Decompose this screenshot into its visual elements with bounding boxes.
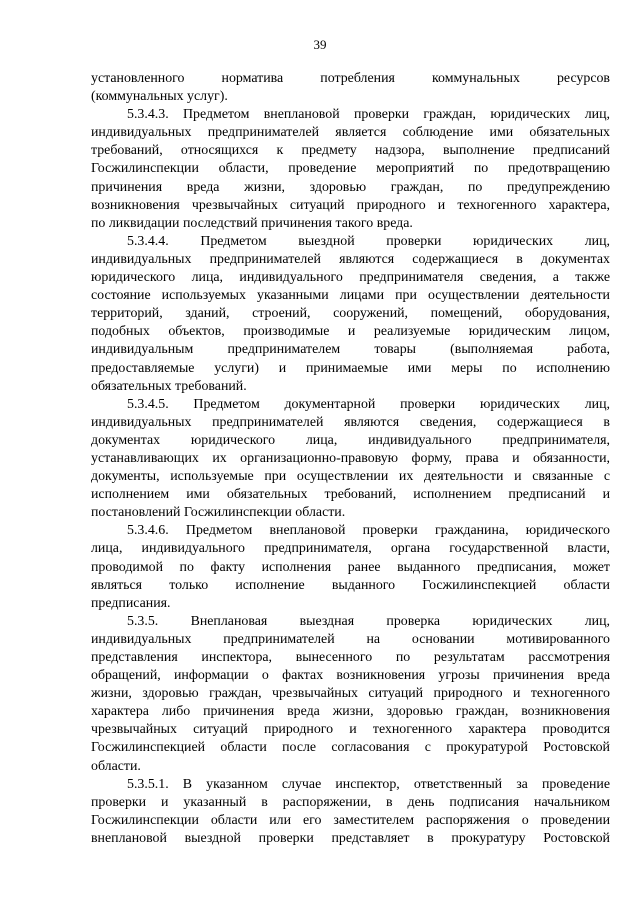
text-line: документы, используемые при осуществлении их деятельности и связанные с <box>91 469 610 485</box>
text-line: по ликвидации последствий причинения такого вреда. <box>91 215 413 231</box>
text-line: обращений, информации о фактах возникновения угрозы причинения вреда <box>91 668 610 684</box>
text-line: Госжилинспекции области или его заместителем распоряжения о проведении <box>91 812 610 828</box>
text-line: представления инспектора, вынесенного по результатам рассмотрения <box>91 650 610 665</box>
text-line: жизни, здоровью граждан, чрезвычайных ситуаций природного и техногенного <box>91 686 610 702</box>
text-line: 5.3.4.5. Предметом документарной проверки юридических лиц, <box>127 396 610 412</box>
text-line: 5.3.4.3. Предметом внеплановой проверки граждан, юридических лиц, <box>127 107 610 123</box>
text-line: лица, индивидуального предпринимателя, органа государственной власти, <box>91 541 610 557</box>
text-line: требований, относящихся к предмету надзора, выполнение предписаний <box>91 143 610 159</box>
text-line: области. <box>91 758 141 774</box>
text-line: постановлений Госжилинспекции области. <box>91 505 346 521</box>
text-line: документах юридического лица, индивидуального предпринимателя, <box>91 432 610 448</box>
text-line: индивидуальных предпринимателей является соблюдение ими обязательных <box>91 125 610 141</box>
text-line: (коммунальных услуг). <box>91 89 228 105</box>
text-line: подобных объектов, производимые и реализуемые юридическим лицом, <box>91 324 610 340</box>
text-line: характера либо причинения вреда жизни, здоровью граждан, возникновения <box>91 704 610 720</box>
text-line: являться только исполнение выданного Госжилинспекцией области <box>91 577 610 593</box>
text-line: предписания. <box>91 595 171 611</box>
document-body <box>91 70 610 848</box>
text-line: 5.3.5.1. В указанном случае инспектор, ответственный за проведение <box>127 776 610 792</box>
text-line: проверки и указанный в распоряжении, в день подписания начальником <box>91 794 610 810</box>
text-line: юридического лица, индивидуального предпринимателя сведения, а также <box>91 270 610 286</box>
text-line: Госжилинспекции области, проведение мероприятий по предотвращению <box>91 161 610 177</box>
text-line: устанавливающих их организационно-правовую форму, права и обязанности, <box>91 450 610 466</box>
text-line: установленного норматива потребления коммунальных ресурсов <box>91 71 610 86</box>
text-line: территорий, зданий, строений, сооружений, помещений, оборудования, <box>91 306 610 322</box>
text-line: исполнением ими обязательных требований, исполнением предписаний и <box>91 487 610 503</box>
text-line: причинения вреда жизни, здоровью граждан, по предупреждению <box>91 179 610 195</box>
text-line: внеплановой выездной проверки представляет в прокуратуру Ростовской <box>91 830 610 846</box>
text-line: индивидуальных предпринимателей являются содержащиеся в документах <box>91 251 610 267</box>
text-line: проводимой по факту исполнения ранее выданного предписания, может <box>91 559 610 575</box>
text-line: 5.3.5. Внеплановая выездная проверка юридических лиц, <box>127 613 610 629</box>
text-line: возникновения чрезвычайных ситуаций природного и техногенного характера, <box>91 197 610 213</box>
text-line: обязательных требований. <box>91 378 247 394</box>
text-line: 5.3.4.6. Предметом внеплановой проверки гражданина, юридического <box>127 523 610 539</box>
text-line: чрезвычайных ситуаций природного и техногенного характера проводится <box>91 722 610 738</box>
text-line: индивидуальных предпринимателей на основании мотивированного <box>91 631 610 647</box>
text-line: индивидуальных предпринимателей являются сведения, содержащиеся в <box>91 414 610 430</box>
text-line: Госжилинспекцией области после согласования с прокуратурой Ростовской <box>91 740 610 756</box>
text-line: предоставляемые услуги) и принимаемые ими меры по исполнению <box>91 360 610 376</box>
page-number: 39 <box>313 37 327 52</box>
text-line: индивидуальным предпринимателем товары (выполняемая работа, <box>91 342 610 358</box>
text-line: 5.3.4.4. Предметом выездной проверки юридических лиц, <box>127 233 610 249</box>
text-line: состояние используемых указанными лицами при осуществлении деятельности <box>91 288 610 304</box>
